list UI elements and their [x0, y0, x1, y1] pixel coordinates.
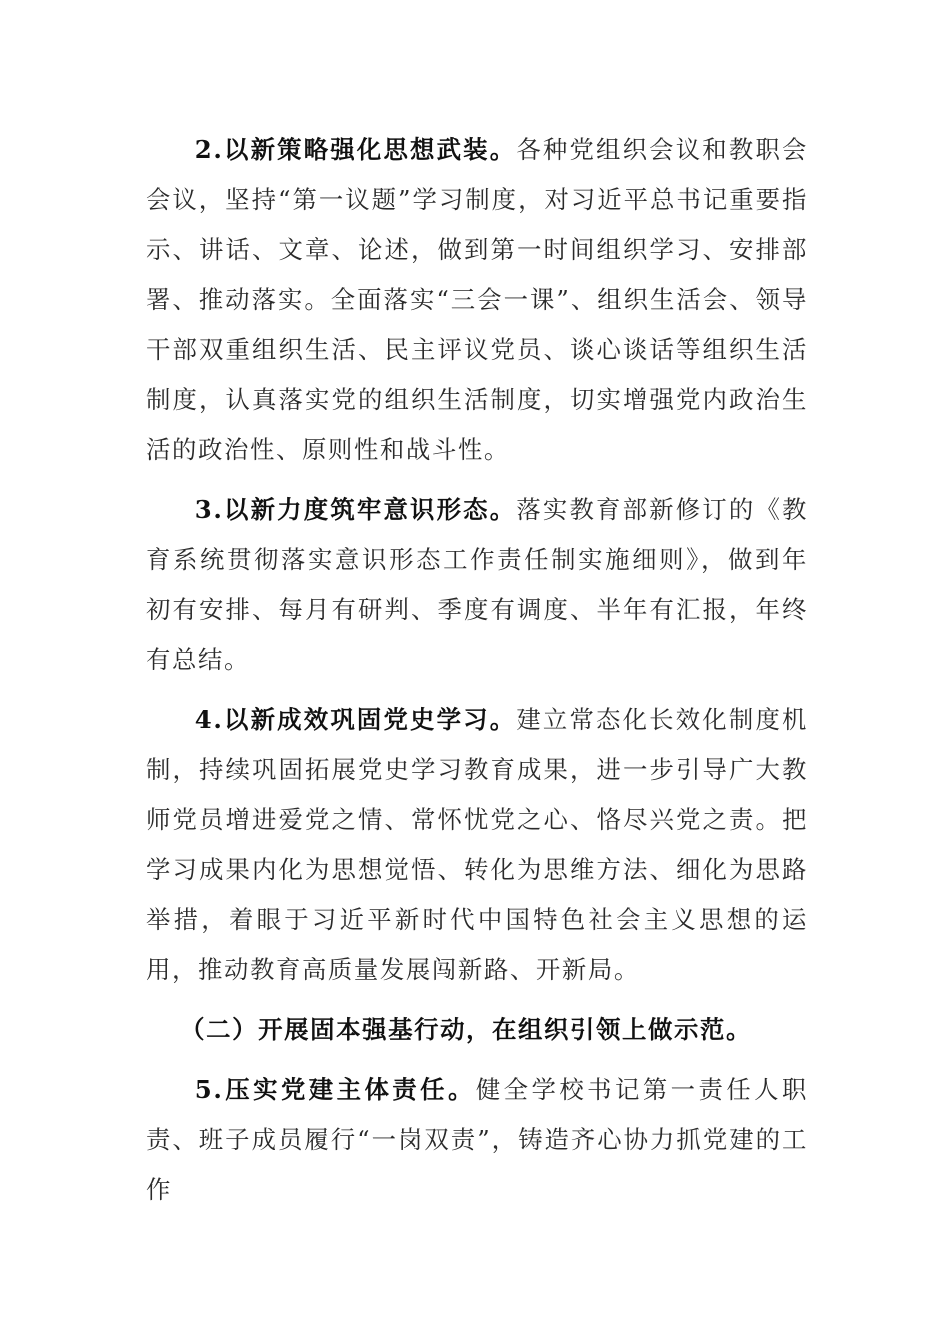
section-subheading: （二）开展固本强基行动，在组织引领上做示范。 — [180, 1015, 752, 1044]
paragraph-3 — [146, 485, 808, 685]
paragraph-4-text: 建立常态化长效化制度机制，持续巩固拓展党史学习教育成果，进一步引导广大教师党员增进爱党之情、常怀忧党之心、恪尽兴党之责。把学习成果内化为思想觉悟、转化为思维方法、细化为思路举措，着眼于习近平新时代中国特色社会主义思想的运用，推动教育高质量发展闯新路、开新局。 — [146, 705, 808, 984]
paragraph-2-lead: 2.以新策略强化思想武装。 — [194, 135, 517, 164]
paragraph-5-lead: 5.压实党建主体责任。 — [194, 1075, 476, 1104]
paragraph-5-text: 健全学校书记第一责任人职责、班子成员履行“一岗双责”，铸造齐心协力抓党建的工作 — [146, 1075, 808, 1204]
paragraph-3-text: 落实教育部新修订的《教育系统贯彻落实意识形态工作责任制实施细则》，做到年初有安排、每月有研判、季度有调度、半年有汇报，年终有总结。 — [146, 495, 808, 674]
paragraph-5 — [146, 1065, 808, 1215]
paragraph-4-lead: 4.以新成效巩固党史学习。 — [194, 705, 517, 734]
paragraph-2-text: 各种党组织会议和教职会会议，坚持“第一议题”学习制度，对习近平总书记重要指示、讲话、文章、论述，做到第一时间组织学习、安排部署、推动落实。全面落实“三会一课”、组织生活会、领导干部双重组织生活、民主评议党员、谈心谈话等组织生活制度，认真落实党的组织生活制度，切实增强党内政治生活的政治性、原则性和战斗性。 — [146, 135, 808, 464]
paragraph-2 — [146, 125, 808, 475]
document-body — [146, 125, 808, 1225]
paragraph-3-lead: 3.以新力度筑牢意识形态。 — [194, 495, 517, 524]
paragraph-4 — [146, 695, 808, 995]
